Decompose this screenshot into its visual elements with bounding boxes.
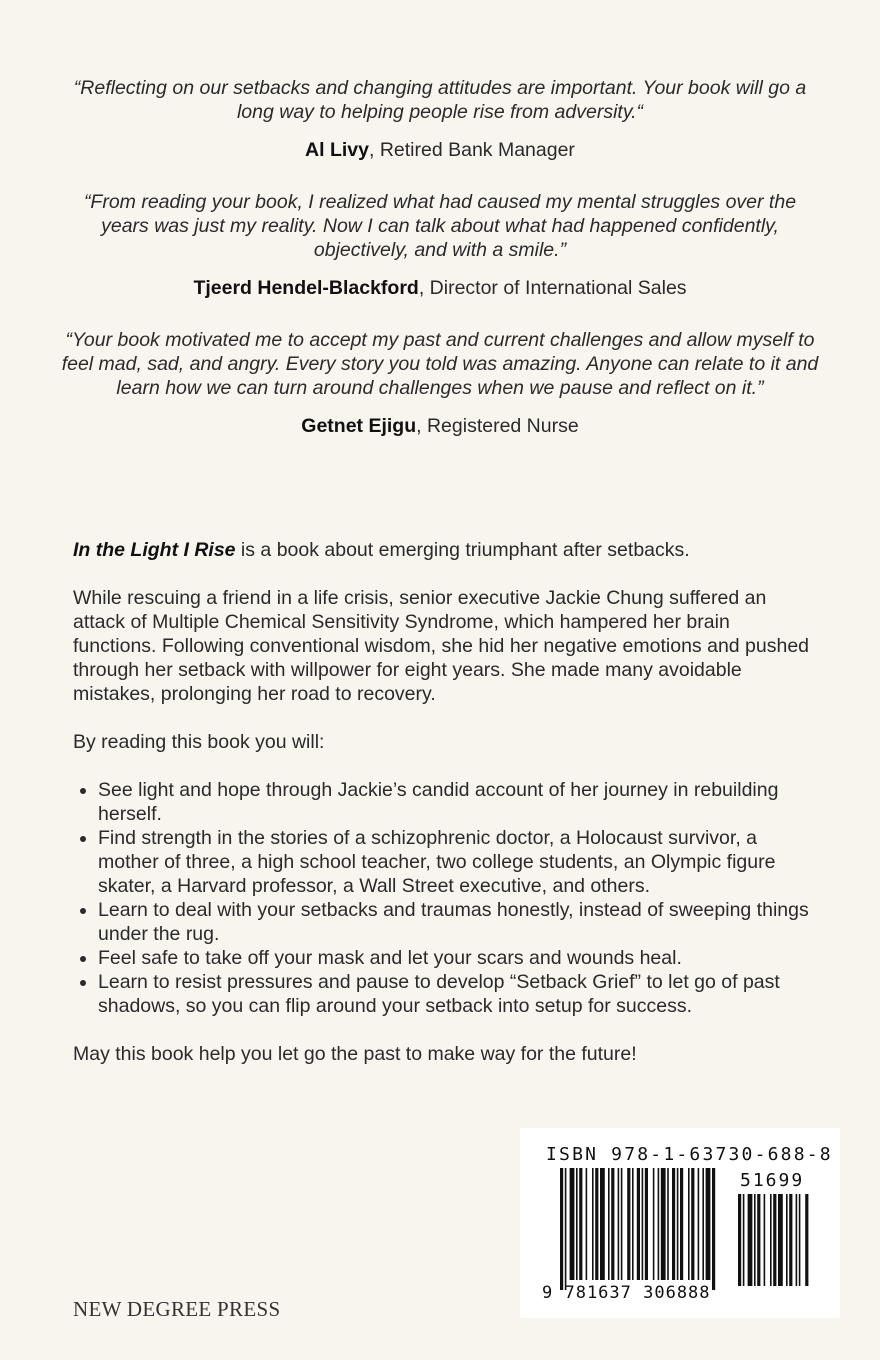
barcode-bar: [789, 1194, 792, 1286]
description-closing: May this book help you let go the past to make way for the future!: [73, 1043, 637, 1065]
barcode-bar: [600, 1168, 605, 1280]
barcode-bar: [658, 1168, 660, 1280]
barcode-bar: [748, 1194, 753, 1286]
barcode-bar: [805, 1194, 808, 1286]
barcode-bar: [764, 1194, 766, 1286]
description-lead-in: By reading this book you will:: [73, 731, 325, 753]
barcode-bar: [712, 1168, 715, 1290]
barcode-bar: [595, 1168, 598, 1280]
book-description: [73, 538, 818, 1090]
barcode-bar: [667, 1168, 669, 1280]
barcode-bar: [618, 1168, 620, 1280]
barcode-bar: [565, 1168, 567, 1290]
isbn-barcode: [520, 1128, 840, 1318]
barcode-bar: [621, 1168, 623, 1280]
barcode-bar: [632, 1168, 634, 1280]
list-item: • Find strength in the stories of a schizophrenic doctor, a Holocaust survivor, a mother of three, a high school teacher, two college students, an Olympic figure skater, a Harvard professor, a Wall Street executive, and others.: [98, 826, 818, 898]
list-item: • Learn to deal with your setbacks and traumas honestly, instead of sweeping things under the rug.: [98, 898, 818, 946]
list-item: • Feel safe to take off your mask and let your scars and wounds heal.: [98, 946, 818, 970]
testimonial-author: Getnet Ejigu: [301, 415, 417, 437]
barcode-bar: [786, 1194, 788, 1286]
testimonial-attribution: [60, 276, 820, 300]
barcode-bar: [796, 1194, 798, 1286]
testimonial-role: , Retired Bank Manager: [368, 139, 575, 161]
barcode-bar: [653, 1168, 655, 1280]
barcode-bar: [645, 1168, 648, 1280]
testimonials-section: [60, 76, 820, 466]
barcode-bar: [773, 1194, 776, 1286]
barcode-bar: [706, 1168, 711, 1280]
barcode-bar: [702, 1168, 704, 1280]
list-item: • Learn to resist pressures and pause to develop “Setback Grief” to let go of past shadows, so you can flip around your setback into setup for success.: [98, 970, 818, 1018]
barcode-bar: [592, 1168, 594, 1280]
testimonial-author: Tjeerd Hendel-Blackford: [193, 277, 419, 299]
barcode-bar: [770, 1194, 772, 1286]
barcode-bar: [570, 1168, 575, 1280]
testimonial-quote: “From reading your book, I realized what had caused my mental struggles over the years was just my reality. Now I can talk about what had happened confidently, objectively, and with a smile.”: [83, 191, 797, 261]
description-paragraph: While rescuing a friend in a life crisis, senior executive Jackie Chung suffered an attack of Multiple Chemical Sensitivity Syndrome, which hampered her brain functions. Following conventional wisdom, she hid her negative emotions and pushed through her setback with willpower for eight years. She made many avoidable mistakes, prolonging her road to recovery.: [73, 587, 810, 705]
testimonial: [60, 76, 820, 162]
barcode-bar: [698, 1168, 700, 1280]
barcode-bar: [642, 1168, 644, 1280]
barcode-bar: [672, 1168, 675, 1280]
barcode-bar: [778, 1194, 783, 1286]
barcode-bar: [586, 1168, 588, 1280]
barcode-bar: [691, 1168, 694, 1280]
barcode-bar: [560, 1168, 563, 1290]
barcode-bar: [579, 1168, 582, 1280]
publisher-logo: NEW DEGREE PRESS: [73, 1297, 281, 1321]
barcode-bar: [757, 1194, 760, 1286]
testimonial-quote: “Reflecting on our setbacks and changing attitudes are important. Your book will go a long way to helping people rise from adversity.“: [73, 77, 807, 123]
barcode-bar: [627, 1168, 630, 1280]
barcode-bar: [576, 1168, 578, 1280]
testimonial: [60, 190, 820, 300]
testimonial: [60, 328, 820, 438]
barcode-bar: [661, 1168, 666, 1280]
barcode-bar: [677, 1168, 679, 1280]
description-intro: [73, 538, 818, 562]
barcode-bar: [738, 1194, 741, 1286]
testimonial-role: , Director of International Sales: [418, 277, 687, 299]
book-title: In the Light I Rise: [73, 539, 236, 561]
barcode-bar: [637, 1168, 640, 1280]
testimonial-quote: “Your book motivated me to accept my past and current challenges and allow myself to feel mad, sad, and angry. Every story you told was amazing. Anyone can relate to it and learn how we can turn around challenges when we pause and reflect on it.”: [61, 329, 819, 399]
testimonial-author: Al Livy: [305, 139, 369, 161]
barcode-bar: [743, 1194, 745, 1286]
barcode-bar: [608, 1168, 610, 1280]
isbn-label: ISBN 978-1-63730-688-8: [546, 1144, 833, 1165]
barcode-bar: [688, 1168, 690, 1280]
barcode-bar: [611, 1168, 614, 1280]
price-code: 51699: [740, 1170, 805, 1191]
barcode-bar: [680, 1168, 683, 1280]
intro-text: is a book about emerging triumphant after setbacks.: [235, 539, 690, 561]
benefits-list: [73, 778, 818, 1018]
testimonial-role: , Registered Nurse: [416, 415, 579, 437]
testimonial-attribution: [60, 414, 820, 438]
barcode-bar: [754, 1194, 756, 1286]
barcode-bar: [799, 1194, 801, 1286]
list-item: • See light and hope through Jackie’s candid account of her journey in rebuilding herself.: [98, 778, 818, 826]
testimonial-attribution: [60, 138, 820, 162]
barcode-digits: 9 781637 306888: [542, 1283, 711, 1303]
